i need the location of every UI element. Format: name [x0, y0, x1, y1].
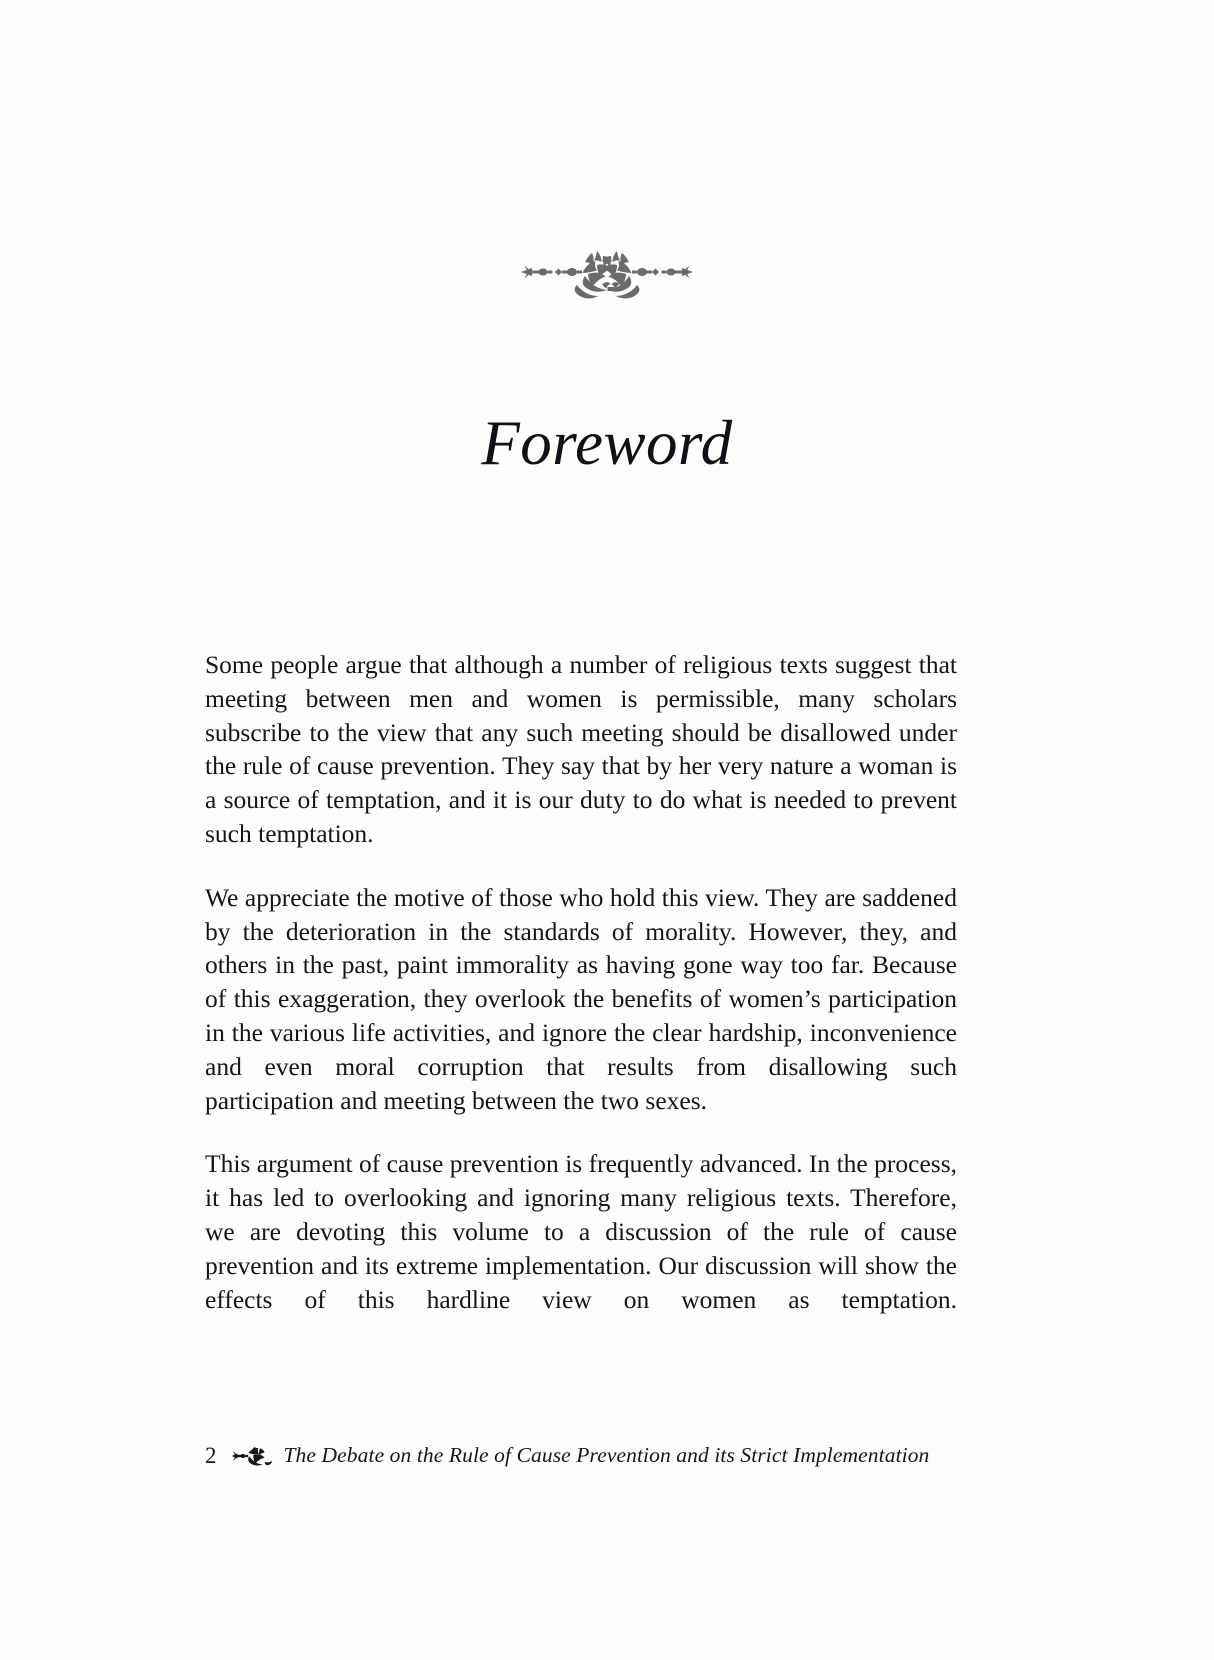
floral-divider-ornament-icon [517, 243, 697, 301]
page-number: 2 [205, 1443, 217, 1468]
page-footer [205, 1444, 965, 1467]
body-paragraph: This argument of cause prevention is frequently advanced. In the process, it has led to overlooking and ignoring many religious texts. Therefore, we are devoting this volume to a discussion of the rule of cause prevention and its extreme implementation. Our discussion will show the effects of this hardline view on women as temptation. [205, 1149, 957, 1314]
body-text-block [205, 648, 957, 1316]
page-title: Foreword [481, 408, 733, 479]
body-paragraph: Some people argue that although a number of religious texts suggest that meeting between men and women is permissible, many scholars subscribe to the view that any such meeting should be disallowed under the rule of cause prevention. They say that by her very nature a woman is a source of temptation, and it is our duty to do what is needed to prevent such temptation. [205, 650, 957, 848]
top-ornament-container [0, 243, 1214, 301]
small-floral-ornament-icon [231, 1446, 275, 1466]
running-title: The Debate on the Rule of Cause Prevention and its Strict Implementation [283, 1442, 930, 1467]
body-paragraph: We appreciate the motive of those who hold this view. They are saddened by the deterioration in the standards of morality. However, they, and others in the past, paint immorality as having gone way too far. Because of this exaggeration, they overlook the benefits of women’s participation in the various life activities, and ignore the clear hardship, inconvenience and even moral corruption that results from disallowing such participation and meeting between the two sexes. [205, 882, 957, 1115]
